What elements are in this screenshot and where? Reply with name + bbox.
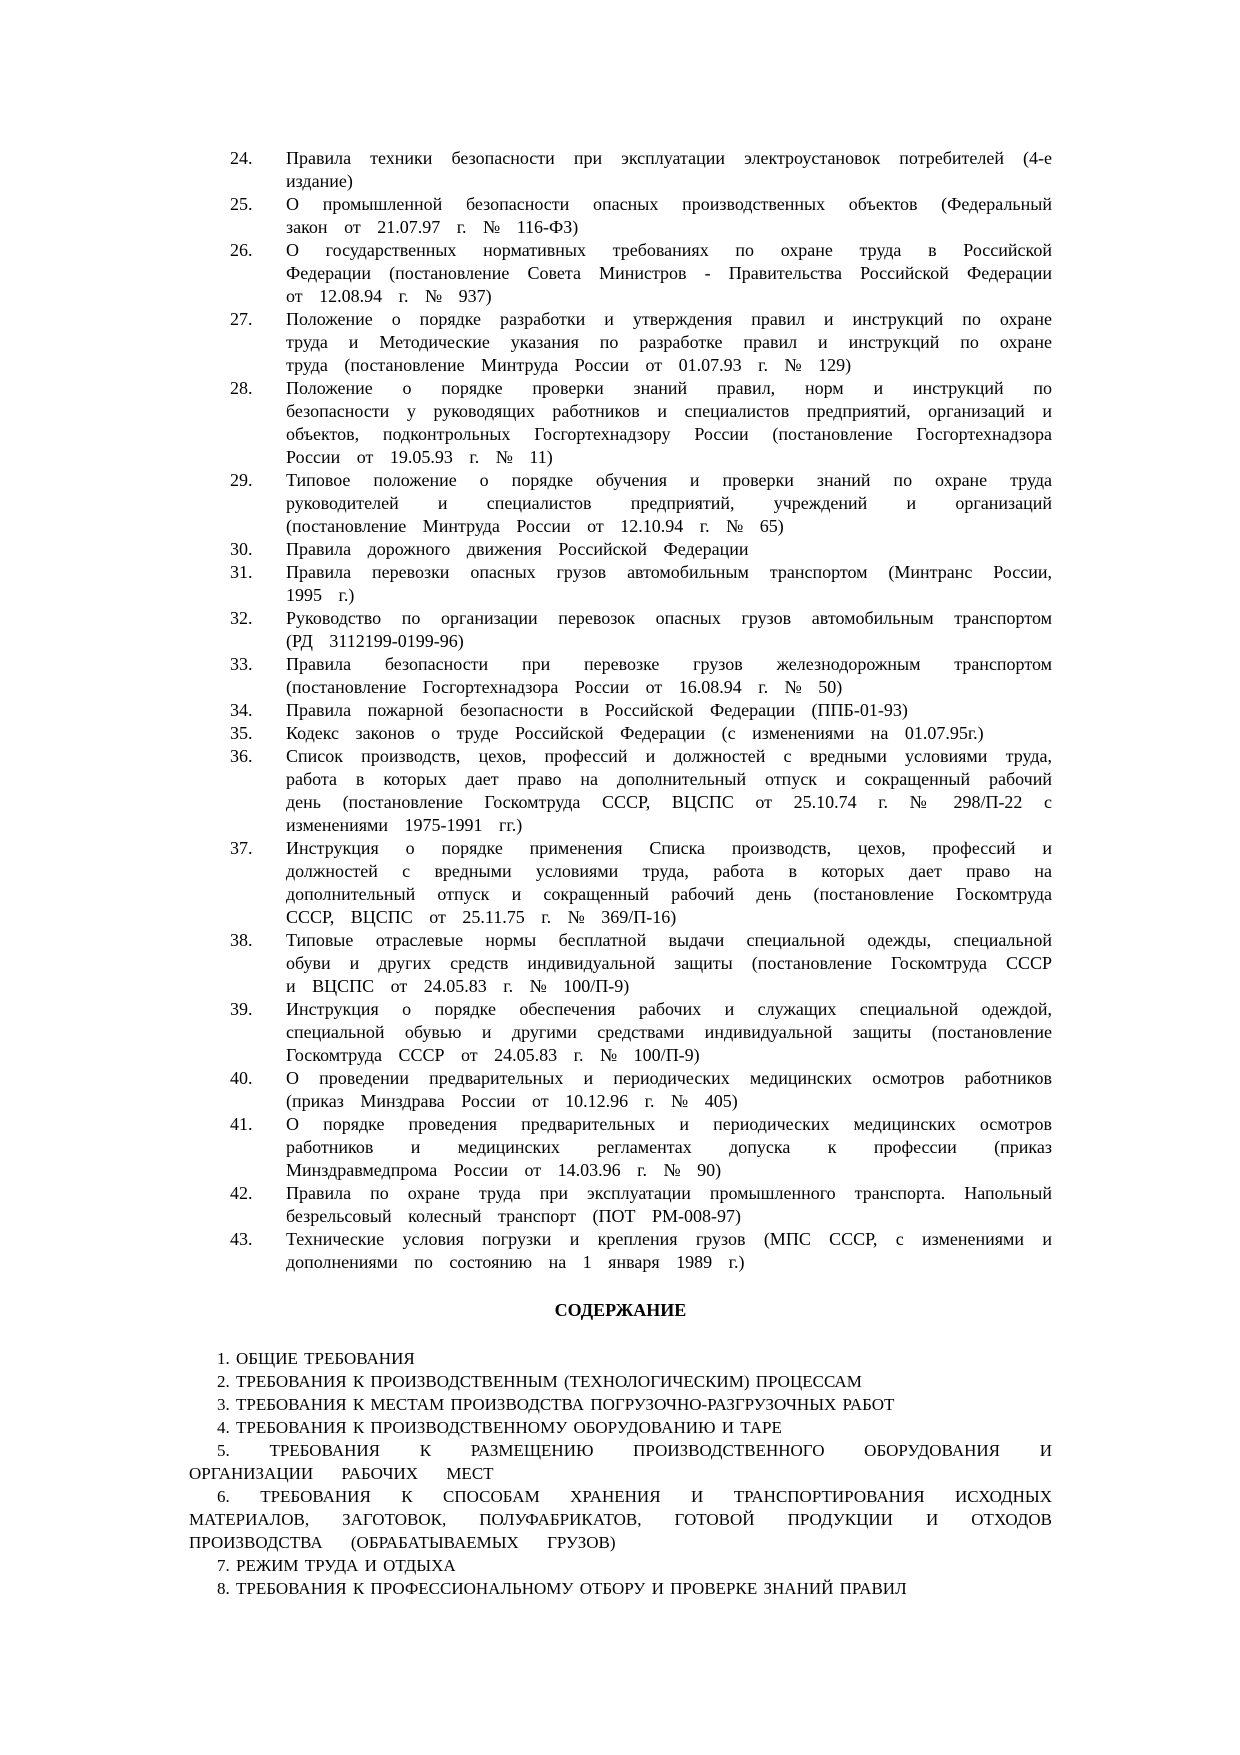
list-item-text: Правила техники безопасности при эксплуатации электроустановок потребителей (4-е издание) <box>286 148 1052 191</box>
list-item-text: О государственных нормативных требованиях по охране труда в Российской Федерации (постановление Совета Министров - Правительства Российской Федерации от 12.08.94 г. № 937) <box>286 240 1052 306</box>
list-item-text: О порядке проведения предварительных и периодических медицинских осмотров работников и медицинских регламентах допуска к профессии (приказ Минздравмедпрома России от 14.03.96 г. № 90) <box>286 1114 1052 1180</box>
list-item-text: Технические условия погрузки и крепления грузов (МПС СССР, с изменениями и дополнениями по состоянию на 1 января 1989 г.) <box>286 1229 1052 1272</box>
list-item <box>230 147 1052 193</box>
toc-heading: СОДЕРЖАНИЕ <box>554 1300 687 1320</box>
list-item-number: 40. <box>230 1068 253 1088</box>
list-item-number: 43. <box>230 1229 253 1249</box>
list-item <box>230 538 1052 561</box>
toc-entry: 7. РЕЖИМ ТРУДА И ОТДЫХА <box>217 1556 456 1575</box>
toc-entry: 3. ТРЕБОВАНИЯ К МЕСТАМ ПРОИЗВОДСТВА ПОГРУЗОЧНО-РАЗГРУЗОЧНЫХ РАБОТ <box>217 1395 895 1414</box>
list-item-text: Положение о порядке разработки и утверждения правил и инструкций по охране труда и Методические указания по разработке правил и инструкций по охране труда (постановление Минтруда России от 01.07.93 г. № 129) <box>286 309 1052 375</box>
toc-entry: 6. ТРЕБОВАНИЯ К СПОСОБАМ ХРАНЕНИЯ И ТРАНСПОРТИРОВАНИЯ ИСХОДНЫХ МАТЕРИАЛОВ, ЗАГОТОВОК, ПОЛУФАБРИКАТОВ, ГОТОВОЙ ПРОДУКЦИИ И ОТХОДОВ ПРОИЗВОДСТВА (ОБРАБАТЫВАЕМЫХ ГРУЗОВ) <box>189 1487 1052 1552</box>
list-item-text: Правила перевозки опасных грузов автомобильным транспортом (Минтранс России, 1995 г.) <box>286 562 1052 605</box>
list-item-number: 30. <box>230 539 253 559</box>
toc-entry: 8. ТРЕБОВАНИЯ К ПРОФЕССИОНАЛЬНОМУ ОТБОРУ И ПРОВЕРКЕ ЗНАНИЙ ПРАВИЛ <box>217 1579 907 1598</box>
list-item-number: 32. <box>230 608 253 628</box>
list-item-number: 26. <box>230 240 253 260</box>
list-item <box>230 308 1052 377</box>
list-item-text: Правила по охране труда при эксплуатации промышленного транспорта. Напольный безрельсовый колесный транспорт (ПОТ РМ-008-97) <box>286 1183 1052 1226</box>
list-item <box>230 929 1052 998</box>
list-item-text: Список производств, цехов, профессий и должностей с вредными условиями труда, работа в которых дает право на дополнительный отпуск и сокращенный рабочий день (постановление Госкомтруда СССР, ВЦСПС от 25.10.74 г. № 298/П-22 с изменениями 1975-1991 гг.) <box>286 746 1052 835</box>
list-item-text: О промышленной безопасности опасных производственных объектов (Федеральный закон от 21.07.97 г. № 116-ФЗ) <box>286 194 1052 237</box>
list-item-number: 25. <box>230 194 253 214</box>
list-item-text: Руководство по организации перевозок опасных грузов автомобильным транспортом (РД 3112199-0199-96) <box>286 608 1052 651</box>
list-item <box>230 837 1052 929</box>
list-item <box>230 561 1052 607</box>
list-item-number: 33. <box>230 654 253 674</box>
list-item <box>230 998 1052 1067</box>
list-item-number: 41. <box>230 1114 253 1134</box>
list-item-text: Инструкция о порядке обеспечения рабочих и служащих специальной одеждой, специальной обувью и другими средствами индивидуальной защиты (постановление Госкомтруда СССР от 24.05.83 г. № 100/П-9) <box>286 999 1052 1065</box>
list-item <box>230 377 1052 469</box>
list-item <box>230 607 1052 653</box>
list-item-number: 34. <box>230 700 253 720</box>
list-item-number: 39. <box>230 999 253 1019</box>
list-item-number: 36. <box>230 746 253 766</box>
list-item-number: 35. <box>230 723 253 743</box>
toc-entry: 4. ТРЕБОВАНИЯ К ПРОИЗВОДСТВЕННОМУ ОБОРУДОВАНИЮ И ТАРЕ <box>217 1418 782 1437</box>
list-item <box>230 469 1052 538</box>
list-item <box>230 239 1052 308</box>
list-item-number: 38. <box>230 930 253 950</box>
list-item <box>230 1113 1052 1182</box>
list-item <box>230 1182 1052 1228</box>
toc-section <box>189 1347 1052 1600</box>
list-item-text: Правила безопасности при перевозке грузов железнодорожным транспортом (постановление Госгортехнадзора России от 16.08.94 г. № 50) <box>286 654 1052 697</box>
list-item-number: 27. <box>230 309 253 329</box>
list-item <box>230 1228 1052 1274</box>
list-item-number: 29. <box>230 470 253 490</box>
list-item-number: 31. <box>230 562 253 582</box>
list-item-number: 28. <box>230 378 253 398</box>
toc-entry: 5. ТРЕБОВАНИЯ К РАЗМЕЩЕНИЮ ПРОИЗВОДСТВЕННОГО ОБОРУДОВАНИЯ И ОРГАНИЗАЦИИ РАБОЧИХ МЕСТ <box>189 1441 1052 1483</box>
list-item-text: Правила дорожного движения Российской Федерации <box>286 539 749 559</box>
list-item <box>230 699 1052 722</box>
list-item <box>230 1067 1052 1113</box>
list-item-text: Инструкция о порядке применения Списка производств, цехов, профессий и должностей с вредными условиями труда, работа в которых дает право на дополнительный отпуск и сокращенный рабочий день (постановление Госкомтруда СССР, ВЦСПС от 25.11.75 г. № 369/П-16) <box>286 838 1052 927</box>
list-item-text: Типовые отраслевые нормы бесплатной выдачи специальной одежды, специальной обуви и других средств индивидуальной защиты (постановление Госкомтруда СССР и ВЦСПС от 24.05.83 г. № 100/П-9) <box>286 930 1052 996</box>
toc-entry: 2. ТРЕБОВАНИЯ К ПРОИЗВОДСТВЕННЫМ (ТЕХНОЛОГИЧЕСКИМ) ПРОЦЕССАМ <box>217 1372 862 1391</box>
list-item <box>230 653 1052 699</box>
list-item-text: Типовое положение о порядке обучения и проверки знаний по охране труда руководителей и специалистов предприятий, учреждений и организаций (постановление Минтруда России от 12.10.94 г. № 65) <box>286 470 1052 536</box>
list-item-number: 24. <box>230 148 253 168</box>
list-item-text: Положение о порядке проверки знаний правил, норм и инструкций по безопасности у руководящих работников и специалистов предприятий, организаций и объектов, подконтрольных Госгортехнадзору России (постановление Госгортехнадзора России от 19.05.93 г. № 11) <box>286 378 1052 467</box>
list-item-number: 42. <box>230 1183 253 1203</box>
list-item <box>230 745 1052 837</box>
list-item-text: О проведении предварительных и периодических медицинских осмотров работников (приказ Минздрава России от 10.12.96 г. № 405) <box>286 1068 1052 1111</box>
list-item-text: Правила пожарной безопасности в Российской Федерации (ППБ-01-93) <box>286 700 908 720</box>
list-item <box>230 193 1052 239</box>
list-item <box>230 722 1052 745</box>
list-item-text: Кодекс законов о труде Российской Федерации (с изменениями на 01.07.95г.) <box>286 723 984 743</box>
toc-entry: 1. ОБЩИЕ ТРЕБОВАНИЯ <box>217 1349 415 1368</box>
list-item-number: 37. <box>230 838 253 858</box>
